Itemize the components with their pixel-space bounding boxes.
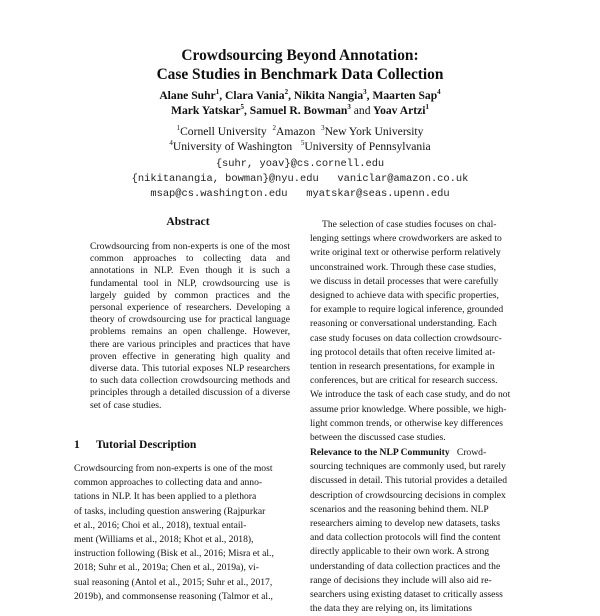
text-line: conferences, but are critical for research success. (310, 375, 498, 387)
author-and: and (353, 104, 371, 117)
text-line: instruction following (Bisk et al., 2016; Misra et al., (74, 548, 274, 560)
text-line: tations in NLP. It has been applied to a plethora (74, 491, 257, 503)
author-name: Clara Vania (224, 89, 285, 102)
affiliation-name: Amazon (275, 125, 316, 138)
text-line: researchers aiming to develop new datasets, tasks (310, 518, 500, 530)
abstract-heading: Abstract (166, 215, 210, 228)
text-line: We introduce the task of each case study, and do not (310, 389, 511, 401)
email-list (0, 157, 600, 202)
author-affil-sup: 2 (284, 88, 289, 96)
text-line: searchers using existing dataset to critically assess (310, 589, 503, 601)
text-line: and data collection protocols will find the content (310, 532, 501, 544)
text-line: 2019b), and commonsense reasoning (Talmor et al., (74, 590, 273, 602)
author-affil-sup: 3 (347, 103, 351, 111)
section-title: Tutorial Description (96, 438, 197, 451)
text-line (310, 446, 536, 460)
text-line: write original text or otherwise perform relatively (310, 247, 501, 259)
text-line: ment (Williams et al., 2018; Khot et al., 2018), (74, 534, 254, 546)
text-line: assume prior knowledge. Where possible, we high- (310, 403, 507, 415)
author-name: Mark Yatskar (171, 104, 241, 117)
author-name: Yoav Artzi (372, 104, 426, 117)
text-line: Crowdsourcing from non-experts is one of the most (74, 463, 273, 474)
text-line: range of decisions they include will also aid re- (310, 574, 492, 586)
text-line: directly applicable to their own work. A strong (310, 546, 490, 558)
text-line: lenging settings where crowdworkers are asked to (310, 233, 502, 245)
author-name: Alane Suhr (159, 89, 216, 102)
section-number: 1 (74, 438, 80, 451)
section-heading (74, 438, 196, 451)
title-line-1: Crowdsourcing Beyond Annotation: (181, 47, 419, 64)
affiliation-list (0, 124, 600, 154)
author-name: Nikita Nangia (293, 89, 364, 102)
affiliation-name: Cornell University (180, 125, 267, 138)
text-line: et al., 2016; Choi et al., 2018), textual entail- (74, 519, 247, 531)
author-affil-sup: 3 (363, 88, 367, 96)
text-line: sourcing techniques are commonly used, but rarely (310, 461, 506, 473)
relevance-paragraph (310, 446, 536, 616)
affiliation-name: University of Pennsylvania (304, 140, 431, 153)
author-line-1: Alane Suhr$^1$, Clara Vania$^2$, Nikita Nangia$^3$, Maarten Sap$^4$ (159, 88, 441, 102)
author-affil-sup: 4 (437, 88, 441, 96)
section-body (74, 462, 300, 604)
affiliation-sup: 5 (300, 139, 305, 147)
text-line: of tasks, including question answering (Rajpurkar (74, 505, 266, 517)
affiliation-sup: 2 (272, 124, 276, 132)
text-line: description of crowdsourcing decisions in complex (310, 489, 506, 501)
text-line: case study focuses on data collection crowdsourc- (310, 332, 502, 344)
text-line: tention in research presentations, for example in (310, 361, 495, 373)
text-line: common approaches to collecting data and anno- (74, 477, 263, 489)
text-line: sual reasoning (Antol et al., 2015; Suhr et al., 2017, (74, 576, 273, 588)
author-list (0, 88, 600, 118)
email-line: {nikitanangia, bowman}@nyu.edu vaniclar@amazon.co.uk (131, 173, 469, 185)
text-line: the data they are relying on, its limitations (310, 603, 472, 615)
text-line: between the discussed case studies. (310, 432, 446, 444)
affiliation-name: University of Washington (172, 140, 293, 153)
author-line-2: Mark Yatskar$^5$, Samuel R. Bowman$^3$ and Yoav Artzi$^1$ (171, 103, 429, 117)
author-name: Maarten Sap (372, 89, 438, 102)
text-line: we discuss in detail processes that were carefully (310, 275, 499, 287)
affiliation-sup: 1 (176, 124, 181, 132)
author-affil-sup: 5 (240, 103, 244, 111)
text-line: unconstrained work. Through these case studies, (310, 261, 497, 273)
text-line: reasoning or conversational understanding. Each (310, 318, 497, 330)
relevance-heading: Relevance to the NLP Community (310, 447, 450, 458)
affiliation-sup: 3 (321, 124, 325, 132)
author-affil-sup: 1 (425, 103, 429, 111)
title-line-2: Case Studies in Benchmark Data Collection (156, 66, 444, 83)
text-line: ing protocol details that often receive limited at- (310, 346, 496, 358)
text-line: designed to achieve data with specific properties, (310, 290, 499, 302)
text-line: The selection of case studies focuses on chal- (322, 219, 497, 230)
affiliation-line-2 (0, 139, 600, 154)
email-line: msap@cs.washington.edu myatskar@seas.upenn.edu (150, 188, 450, 200)
email-line: {suhr, yoav}@cs.cornell.edu (215, 158, 385, 170)
text-line: light common trends, or otherwise key differences (310, 417, 503, 429)
affiliation-sup: 4 (169, 139, 173, 147)
text-line: discussed in detail. This tutorial provides a detailed (310, 475, 507, 487)
affiliation-line-1 (0, 124, 600, 139)
affiliation-name: New York University (324, 125, 424, 138)
abstract-text: Crowdsourcing from non-experts is one of the most common approaches to collecting data and annotations in NLP. Even though it is such a fundamental tool in NLP, crowdsourcing use is largely guided by common practices and the personal experience of researchers. Developing a theory of crowdsourcing use for practical language problems remains an open challenge. However, there are various principles and practices that have proven effective in generating high quality and diverse data. This tutorial exposes NLP researchers to such data collection crowdsourcing methods and principles through a detailed discussion of a diverse set of case studies. (90, 241, 290, 411)
author-name: Samuel R. Bowman (249, 104, 348, 117)
text-line: 2018; Suhr et al., 2019a; Chen et al., 2019a), vi- (74, 562, 259, 574)
text-line: for example to require logical inference, grounded (310, 304, 504, 316)
relevance-first-word: Crowd- (456, 447, 487, 458)
case-study-paragraph (310, 218, 536, 445)
text-line: understanding of data collection practices and the (310, 560, 501, 572)
author-affil-sup: 1 (215, 88, 220, 96)
paper-title (0, 46, 600, 84)
text-line: scenarios and the reasoning behind them. NLP (310, 503, 489, 515)
